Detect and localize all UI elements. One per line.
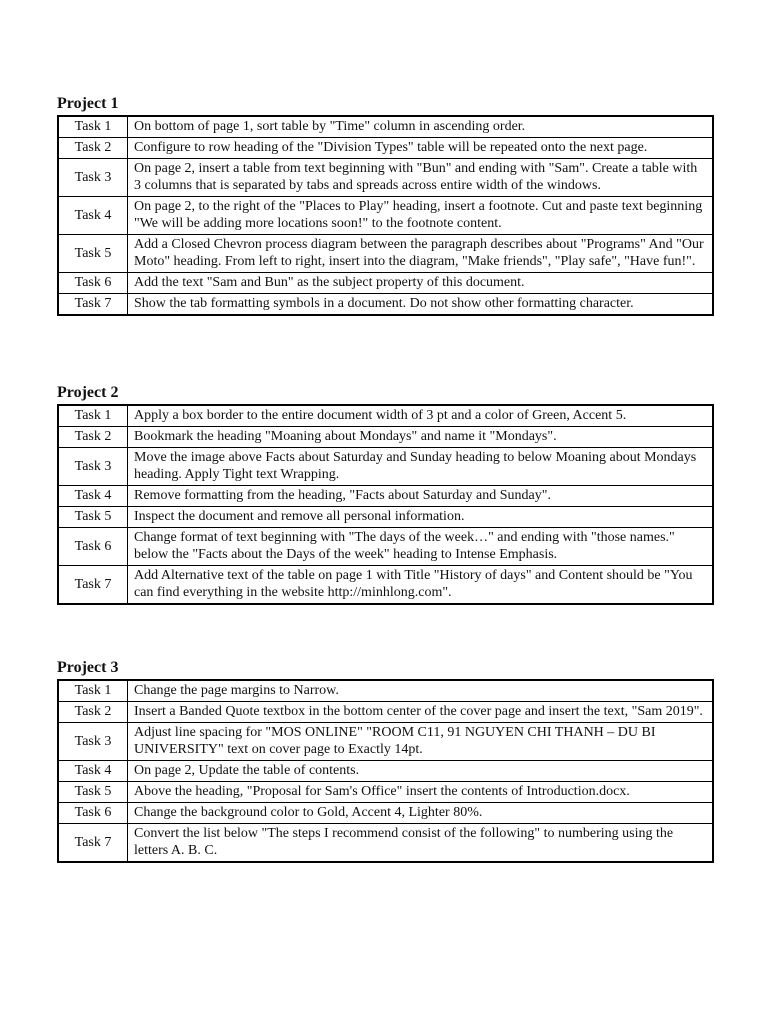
task-label: Task 3 bbox=[58, 159, 128, 197]
task-description: On bottom of page 1, sort table by "Time" column in ascending order. bbox=[128, 116, 714, 138]
task-label: Task 4 bbox=[58, 761, 128, 782]
task-label: Task 5 bbox=[58, 235, 128, 273]
task-label: Task 5 bbox=[58, 507, 128, 528]
task-description: On page 2, to the right of the "Places to Play" heading, insert a footnote. Cut and paste text beginning "We will be adding more locations soon!" to the footnote content. bbox=[128, 197, 714, 235]
task-label: Task 2 bbox=[58, 702, 128, 723]
project-title: Project 3 bbox=[57, 659, 119, 676]
task-description: Change the background color to Gold, Accent 4, Lighter 80%. bbox=[128, 803, 714, 824]
task-description: On page 2, insert a table from text beginning with "Bun" and ending with "Sam". Create a table with 3 columns that is separated by tabs and spreads across entire width of the windows. bbox=[128, 159, 714, 197]
task-table bbox=[57, 679, 714, 863]
task-label: Task 2 bbox=[58, 138, 128, 159]
task-label: Task 5 bbox=[58, 782, 128, 803]
task-label: Task 3 bbox=[58, 448, 128, 486]
task-label: Task 6 bbox=[58, 273, 128, 294]
task-description: Adjust line spacing for "MOS ONLINE" "ROOM C11, 91 NGUYEN CHI THANH – DU BI UNIVERSITY" text on cover page to Exactly 14pt. bbox=[128, 723, 714, 761]
task-label: Task 3 bbox=[58, 723, 128, 761]
task-label: Task 6 bbox=[58, 803, 128, 824]
table-row bbox=[58, 486, 713, 507]
task-description: On page 2, Update the table of contents. bbox=[128, 761, 714, 782]
task-label: Task 4 bbox=[58, 486, 128, 507]
project-section bbox=[57, 382, 714, 605]
task-label: Task 4 bbox=[58, 197, 128, 235]
project-title: Project 1 bbox=[57, 95, 119, 112]
table-row bbox=[58, 273, 713, 294]
project-title: Project 2 bbox=[57, 384, 119, 401]
table-row bbox=[58, 235, 713, 273]
task-description: Inspect the document and remove all personal information. bbox=[128, 507, 714, 528]
table-row bbox=[58, 723, 713, 761]
table-row bbox=[58, 138, 713, 159]
table-row bbox=[58, 405, 713, 427]
task-description: Above the heading, "Proposal for Sam's Office" insert the contents of Introduction.docx. bbox=[128, 782, 714, 803]
project-section bbox=[57, 93, 714, 316]
task-description: Add the text "Sam and Bun" as the subject property of this document. bbox=[128, 273, 714, 294]
table-row bbox=[58, 782, 713, 803]
task-description: Move the image above Facts about Saturday and Sunday heading to below Moaning about Mondays heading. Apply Tight text Wrapping. bbox=[128, 448, 714, 486]
table-row bbox=[58, 159, 713, 197]
table-row bbox=[58, 680, 713, 702]
task-label: Task 6 bbox=[58, 528, 128, 566]
task-table bbox=[57, 115, 714, 316]
table-row bbox=[58, 427, 713, 448]
table-row bbox=[58, 448, 713, 486]
task-description: Insert a Banded Quote textbox in the bottom center of the cover page and insert the text, "Sam 2019". bbox=[128, 702, 714, 723]
task-description: Apply a box border to the entire document width of 3 pt and a color of Green, Accent 5. bbox=[128, 405, 714, 427]
task-label: Task 7 bbox=[58, 566, 128, 605]
task-label: Task 1 bbox=[58, 116, 128, 138]
task-table bbox=[57, 404, 714, 605]
table-row bbox=[58, 803, 713, 824]
task-label: Task 7 bbox=[58, 294, 128, 316]
table-row bbox=[58, 824, 713, 863]
task-description: Convert the list below "The steps I recommend consist of the following" to numbering using the letters A. B. C. bbox=[128, 824, 714, 863]
task-label: Task 1 bbox=[58, 405, 128, 427]
task-description: Add a Closed Chevron process diagram between the paragraph describes about "Programs" And "Our Moto" heading. From left to right, insert into the diagram, "Make friends", "Play safe", "Have fun!". bbox=[128, 235, 714, 273]
task-label: Task 7 bbox=[58, 824, 128, 863]
project-section bbox=[57, 657, 714, 863]
task-description: Show the tab formatting symbols in a document. Do not show other formatting character. bbox=[128, 294, 714, 316]
table-row bbox=[58, 507, 713, 528]
task-description: Add Alternative text of the table on page 1 with Title "History of days" and Content should be "You can find everything in the website http://minhlong.com". bbox=[128, 566, 714, 605]
table-row bbox=[58, 566, 713, 605]
task-label: Task 2 bbox=[58, 427, 128, 448]
table-row bbox=[58, 116, 713, 138]
task-label: Task 1 bbox=[58, 680, 128, 702]
task-description: Change format of text beginning with "The days of the week…" and ending with "those names." below the "Facts about the Days of the week" heading to Intense Emphasis. bbox=[128, 528, 714, 566]
task-description: Configure to row heading of the "Division Types" table will be repeated onto the next page. bbox=[128, 138, 714, 159]
task-description: Change the page margins to Narrow. bbox=[128, 680, 714, 702]
table-row bbox=[58, 761, 713, 782]
table-row bbox=[58, 528, 713, 566]
table-row bbox=[58, 294, 713, 316]
task-description: Remove formatting from the heading, "Facts about Saturday and Sunday". bbox=[128, 486, 714, 507]
task-description: Bookmark the heading "Moaning about Mondays" and name it "Mondays". bbox=[128, 427, 714, 448]
table-row bbox=[58, 197, 713, 235]
table-row bbox=[58, 702, 713, 723]
